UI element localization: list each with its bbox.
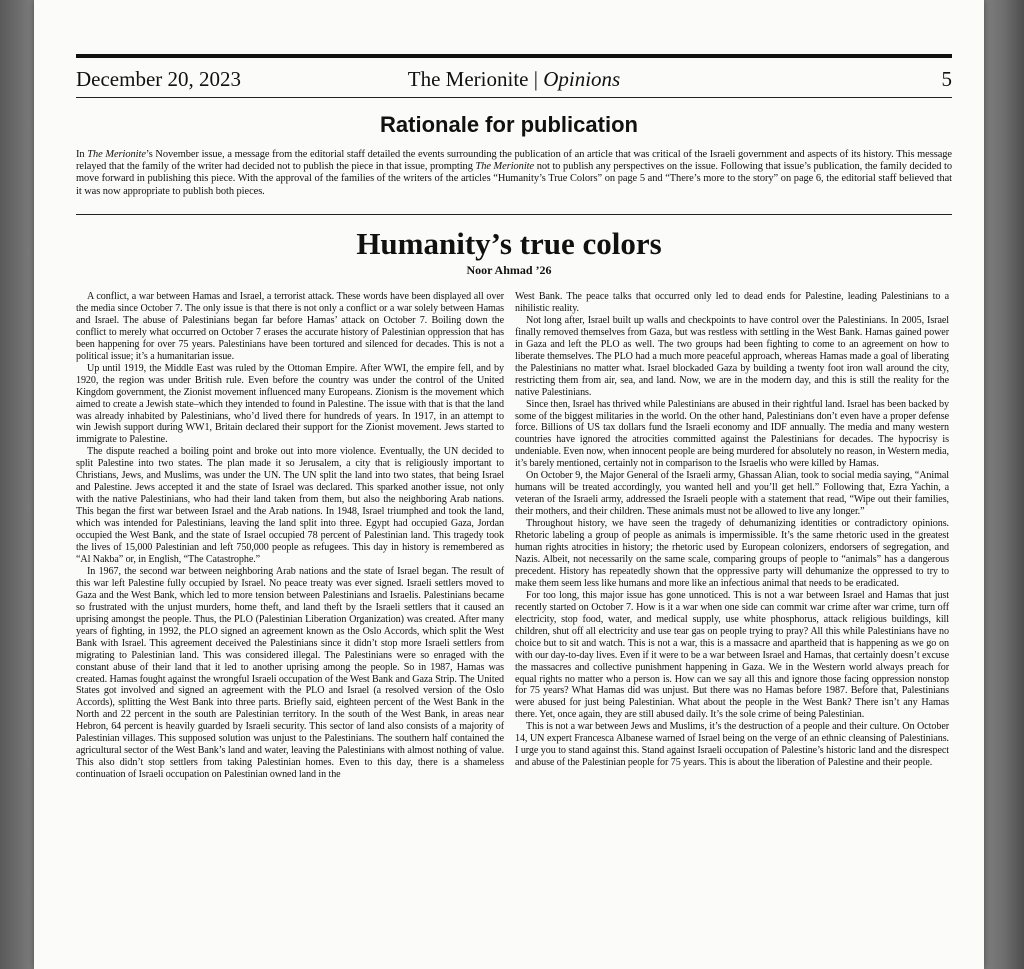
article-paragraph: Up until 1919, the Middle East was ruled by the Ottoman Empire. After WWI, the empire fell, and by 1920, the region was under British rule. Even before the country was under the control of the United Kingdom government, the Zionist movement influenced many Europeans. Zionism is the movement which aimed to create a Jewish state–which they intended to found in Palestine. The issue with that is that the land was already inhabited by Palestinians, who’d lived there for hundreds of years. In 1917, in an attempt to win Jewish support during WW1, Britain declared their support for the Zionist movement. Jews started to immigrate to Palestine. <box>76 362 504 446</box>
rationale-body <box>76 149 952 198</box>
section-rule <box>76 214 952 215</box>
article-column-left <box>76 291 504 781</box>
article-paragraph: A conflict, a war between Hamas and Israel, a terrorist attack. These words have been displayed all over the media since October 7. The only issue is that there is not only a conflict or a war solely between Hamas and Israel. The abuse of Palestinians began far before Hamas’ attack on October 7. Boiling down the conflict to merely what occurred on October 7 erases the accurate history of Palestinian oppression that has been happening for over 75 years. Palestinians have been tortured and silenced for decades. This is not a political issue; it’s a humanitarian issue. <box>76 291 504 362</box>
separator: | <box>533 66 538 91</box>
article-headline: Humanity’s true colors <box>356 226 662 261</box>
rationale-pub-name: The Merionite <box>87 149 146 160</box>
issue-date: December 20, 2023 <box>76 66 242 91</box>
masthead <box>76 64 952 94</box>
rationale-title: Rationale for publication <box>380 112 638 137</box>
rationale-text: not to publish any perspectives on the issue. Following that issue’s publication, the family decided to move forward in publishing this piece. With the approval of the families of the writers of the articles “Humanity’s True Colors” on page 5 and “There’s more to the story” on page 6, the editorial staff believed that it was now appropriate to publish both pieces. <box>76 161 953 197</box>
article-paragraph: In 1967, the second war between neighboring Arab nations and the state of Israel began. The result of this war left Palestine fully occupied by Israel. No peace treaty was ever signed. Israeli settlers moved to Gaza and the West Bank, which led to more tension between Palestinians and Israelis. Palestinians became so frustrated with the unjust murders, home theft, and land theft by the Israeli settlers that it caused an uprising amongst the people. Thus, the PLO (Palestinian Liberation Organization) was created. After many years of fighting, in 1992, the PLO signed an agreement known as the Oslo Accords, which split the West Bank with Israel. This agreement deceived the Palestinians since it didn’t stop more Israeli settlers from migrating to Palestinian land. This was considered illegal. The Palestinians were so enraged with the constant abuse of their land that it led to another uprising among the people. So in 1987, Hamas was created. Hamas fought against the wrongful Israeli occupation of the West Bank and Gaza Strip. The United States got involved and signed an agreement with the PLO and Israel (a resolved version of the Oslo Accords), splitting the West Bank into three parts. Briefly said, eighteen percent of the West Bank in the North and 22 percent in the south are Palestinian territory. In the south of the West Bank, in areas near Hebron, 64 percent is heavily guarded by Israeli security. This sector of land also consists of a majority of Palestinian villages. This supposed solution was unjust to the Palestinians. The southern half contained the agricultural sector of the West Bank’s land and water, leaving the Palestinians with almost nothing of value. This also didn’t stop settlers from taking Palestinian homes. Even to this day, there is a shameless continuation of Israeli occupation on Palestinian owned land in the <box>76 565 504 781</box>
article-paragraph: West Bank. The peace talks that occurred only led to dead ends for Palestine, leading Palestinians to a nihilistic reality. <box>515 291 949 314</box>
article-paragraph: For too long, this major issue has gone unnoticed. This is not a war between Israel and Hamas that just recently started on October 7. How is it a war when one side can commit war crime after war crime, turn off electricity, stop food, water, and medical supply, use white phosphorus, attack religious buildings, kill children, shut off all electricity and use tear gas on people trying to pray? All this while Palestinians have no choice but to sit and watch. This is not a war, this is a massacre and apartheid that is happening as we go on with our day-to-day lives. Even if it were to be a war between Israel and Hamas, that certainly doesn’t excuse the massacres and collective punishment happening in Gaza. We in the Western world always preach for equal rights no matter who a person is. How can we say all this and ignore those facing oppression nonstop for 75 years? What Hamas did was unjust. But there was no Hamas before 1987. Before that, Palestinians were abused for just being Palestinian. What about the people in the West Bank? There isn’t any Hamas there. Yet, once again, they are still abused daily. It’s the sole crime of being Palestinian. <box>515 589 949 721</box>
newspaper-page <box>34 0 984 969</box>
article-paragraph: Throughout history, we have seen the tragedy of dehumanizing identities or contradictory opinions. Rhetoric labeling a group of people as animals is impermissible. It’s the same rhetoric used in the greatest human rights atrocities in history; the rhetoric used by European colonizers, endorsers of segregation, and Nazis. Albeit, not necessarily on the same scale, comparing groups of people to “animals” has a dangerous precedent. History has repeatedly shown that the oppressive party will dehumanize the oppressed to try to make them seem less like humans and more like an infectious animal that needs to be eradicated. <box>515 518 949 589</box>
article-paragraph: Since then, Israel has thrived while Palestinians are abused in their rightful land. Israel has been backed by some of the biggest militaries in the world. On the other hand, Palestinians don’t even have a proper defense force. Billions of US tax dollars fund the Israeli economy and IDF annually. The media and many western countries have ignored the atrocities committed against the Palestinians for decades. The hypocrisy is undeniable. Even now, when innocent people are being murdered for absolutely no reason, in Western media, it’s barely mentioned, certainly not in comparison to the Israelis who were killed by Hamas. <box>515 398 949 470</box>
rationale-text: ’s November issue, a message from the editorial staff detailed the events surrounding the publication of an article that was critical of the Israeli government and aspects of its history. This message relayed that the family of the writer had decided not to publish the piece in that issue, prompting <box>76 149 952 173</box>
page-number: 5 <box>941 66 952 91</box>
publication-name: The Merionite <box>407 66 529 91</box>
article-paragraph: The dispute reached a boiling point and broke out into more violence. Eventually, the UN decided to split Palestine into two states. The plan made it so Jerusalem, a city that is religiously important to Christians, Jews, and Muslims, was under the UN. The UN split the land into two states, that being Israel and Palestine. Jews accepted it and the state of Israel was declared. This sparked another issue, not only with the native Palestinians, who had their land taken from them, but also the neighboring Arab nations. This began the first war between Israel and the Arab nations. In 1948, Israel triumphed and took the land, which was intended for Palestinians, leaving the land split into three. Egypt had occupied Gaza, Jordan occupied the West Bank, and the state of Israel occupied 78 percent of Palestinian land. This tragedy took the lives of 15,000 Palestinian and left 750,000 people as refugees. This day in history is remembered as “Al Nakba” or, in English, “The Catastrophe.” <box>76 446 504 565</box>
rationale-pub-name: The Merionite <box>475 161 535 173</box>
article-column-right <box>515 291 949 769</box>
article-paragraph: This is not a war between Jews and Muslims, it’s the destruction of a people and their culture. On October 14, UN expert Francesca Albanese warned of Israel being on the verge of an ethnic cleansing of Palestinians. I urge you to stand against this. Stand against Israeli occupation of Palestine’s historic land and the disrespect and abuse of the Palestinian people for 75 years. This is about the liberation of Palestine and their people. <box>515 721 949 769</box>
top-rule <box>76 54 952 58</box>
publication-section <box>76 67 952 92</box>
article-paragraph: Not long after, Israel built up walls and checkpoints to have control over the Palestinians. In 2005, Israel finally removed themselves from Gaza, but was restless with settling in the West Bank. Hamas gained power in Gaza and left the PLO as well. The two groups had been fighting to come to an agreement on how to liberate themselves. The PLO had a much more peaceful approach, whereas Hamas made a goal of liberating the Palestinians no matter what. Israel blockaded Gaza by building a twenty foot iron wall around the city, restricting them from air, sea, and land. Now, we are in the modern day, and this is still the reality for the native Palestinians. <box>515 314 949 398</box>
rationale-text: In <box>76 149 88 160</box>
article-paragraph: On October 9, the Major General of the Israeli army, Ghassan Alian, took to social media saying, “Animal humans will be treated accordingly, you wanted hell and you’ll get hell.” Following that, Ezra Yachin, a veteran of the Israeli army, addressed the Israeli people with a statement that read, “Wipe out their families, their mothers, and their children. These animals must not be allowed to live any longer.” <box>515 470 949 518</box>
article-byline: Noor Ahmad ’26 <box>466 263 552 277</box>
masthead-rule <box>76 97 952 98</box>
section-name: Opinions <box>543 66 621 91</box>
